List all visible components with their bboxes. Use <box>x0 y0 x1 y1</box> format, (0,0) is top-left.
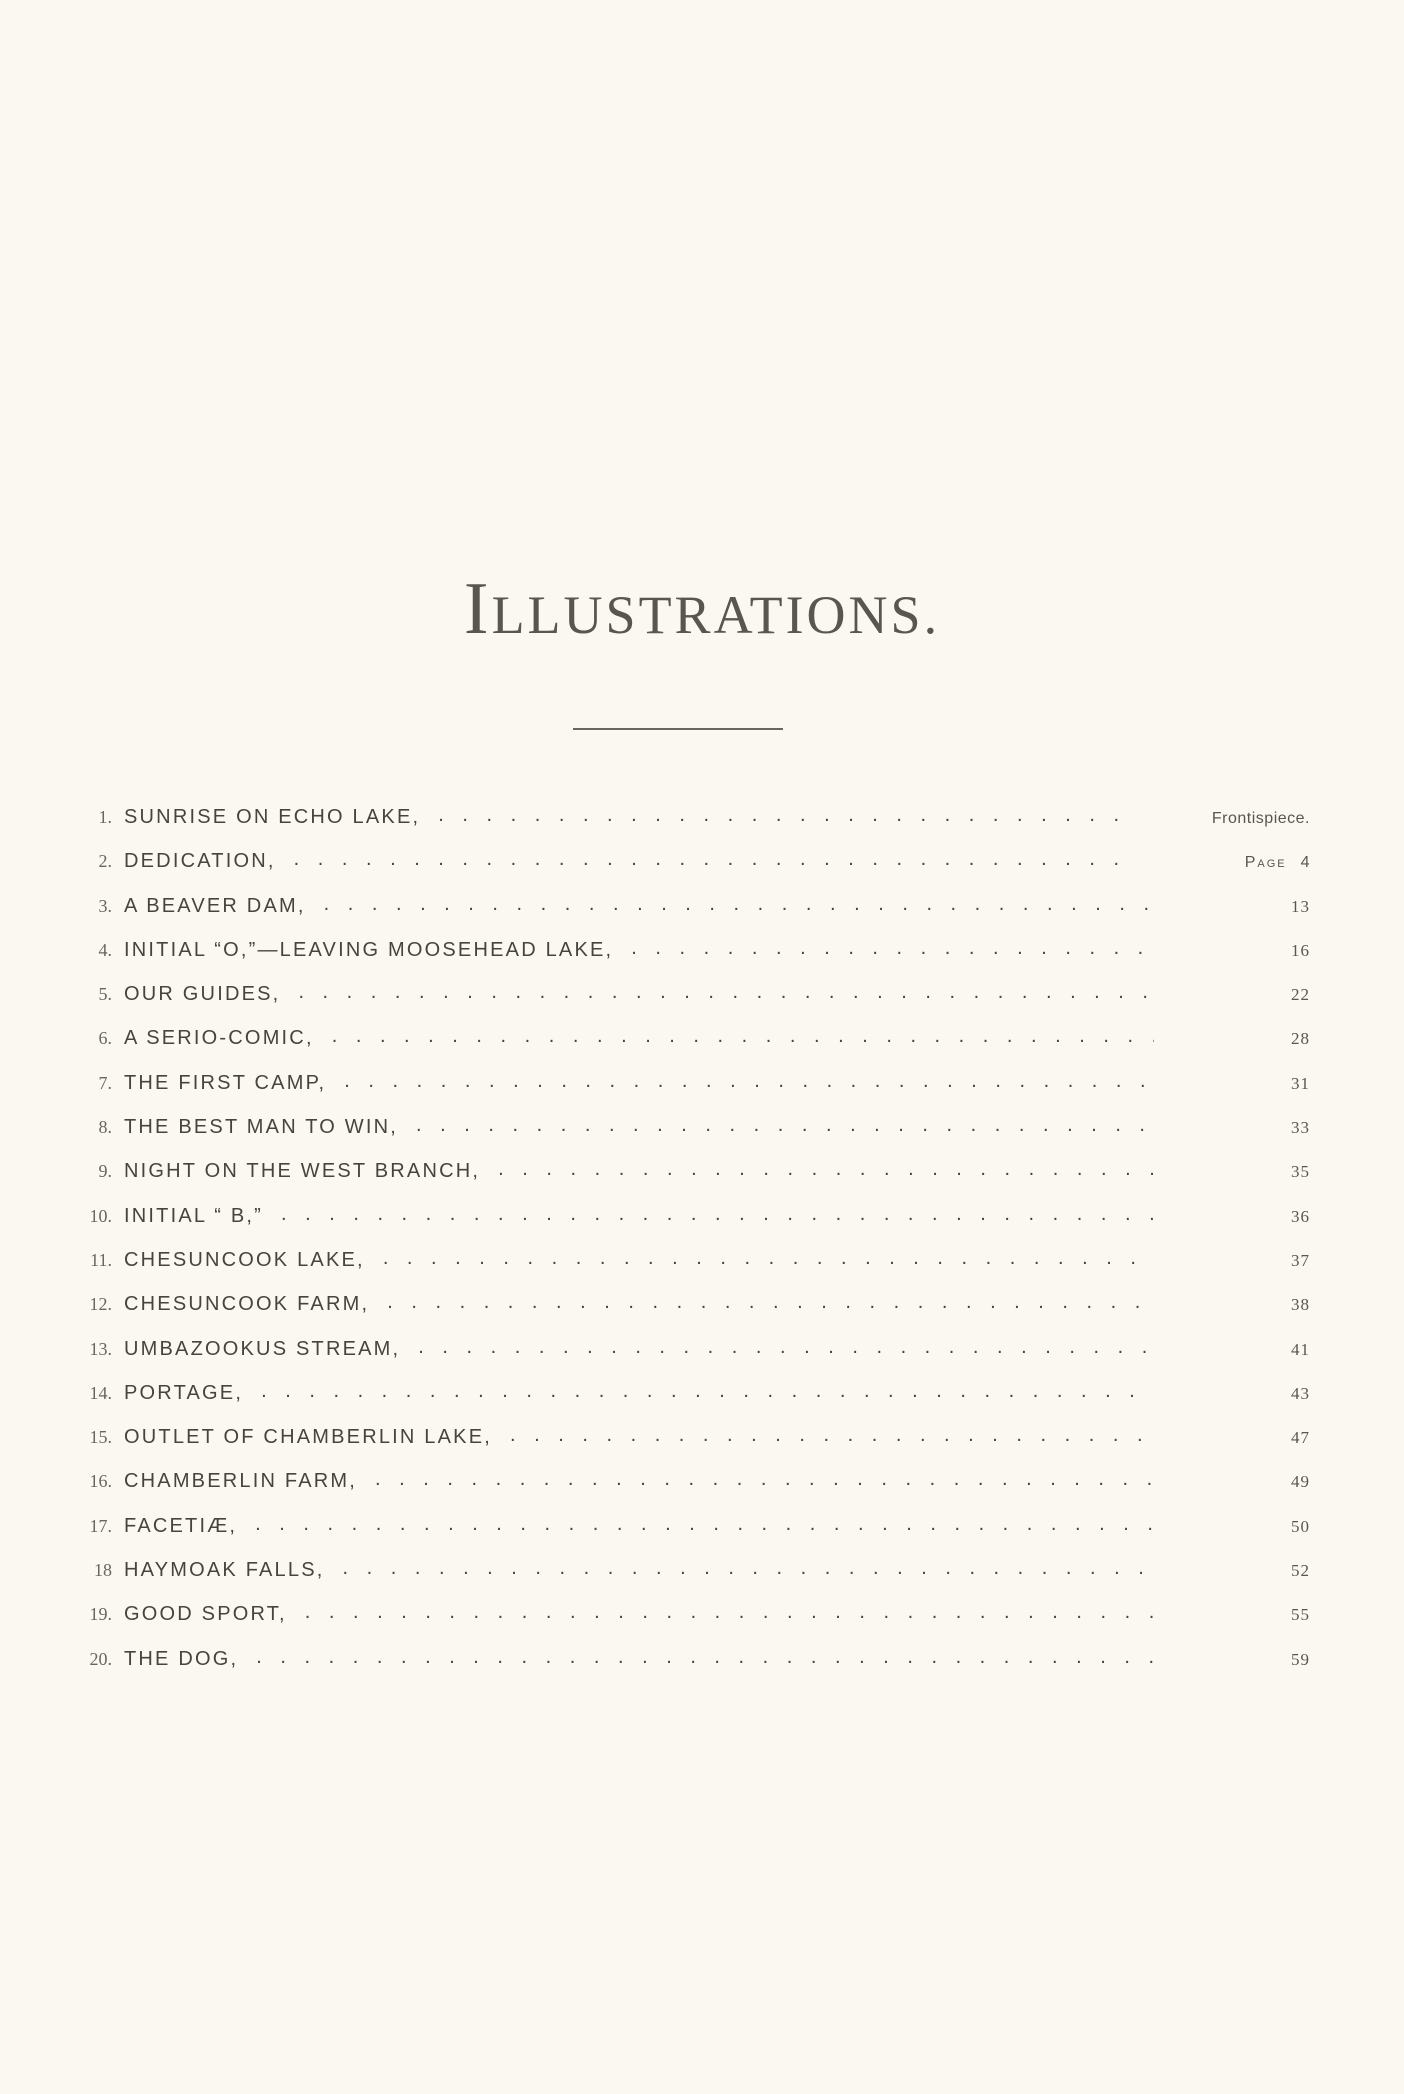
list-item <box>70 895 1310 939</box>
entry-page: 52 <box>1291 1561 1310 1581</box>
dot-leader <box>294 848 1134 871</box>
page-word: Page <box>1244 854 1287 872</box>
list-item <box>70 1027 1310 1071</box>
dot-leader <box>498 1158 1154 1181</box>
dot-leader <box>305 1601 1154 1624</box>
dot-leader <box>332 1025 1154 1048</box>
list-item <box>70 1426 1310 1470</box>
dot-leader <box>631 937 1154 960</box>
entry-number: 6. <box>98 1028 112 1049</box>
list-item <box>70 1515 1310 1559</box>
entry-page: 16 <box>1291 940 1310 960</box>
list-item <box>70 1382 1310 1426</box>
entry-page: Frontispiece. <box>1211 810 1310 827</box>
entry-title: SUNRISE ON ECHO LAKE, <box>124 806 421 828</box>
dot-leader <box>261 1380 1154 1403</box>
entry-page: 33 <box>1291 1118 1310 1138</box>
list-item <box>70 1648 1310 1692</box>
entry-page: 43 <box>1291 1383 1310 1403</box>
entry-number: 17. <box>89 1515 112 1536</box>
entry-title: NIGHT ON THE WEST BRANCH, <box>124 1160 481 1183</box>
entry-number: 4. <box>98 939 112 960</box>
list-item <box>70 1559 1310 1603</box>
entry-page: 35 <box>1291 1162 1310 1182</box>
entry-number: 1. <box>98 807 112 827</box>
list-item <box>70 983 1310 1027</box>
entry-number: 14. <box>89 1382 112 1403</box>
entry-title: THE DOG, <box>124 1647 239 1670</box>
dot-leader <box>375 1468 1154 1491</box>
entry-title: HAYMOAK FALLS, <box>124 1559 325 1582</box>
entry-title: CHESUNCOOK LAKE, <box>124 1248 365 1271</box>
dot-leader <box>387 1291 1154 1314</box>
entry-page: 13 <box>1291 896 1310 916</box>
dot-leader <box>416 1114 1154 1137</box>
entry-number: 20. <box>89 1648 112 1669</box>
list-item <box>70 939 1310 983</box>
entry-page: 55 <box>1291 1605 1310 1625</box>
list-item <box>70 1072 1310 1116</box>
entry-number: 18 <box>94 1560 112 1581</box>
illustrations-list <box>70 806 1310 1692</box>
page-number: 4 <box>1300 854 1310 872</box>
entry-number: 8. <box>98 1117 112 1138</box>
list-item <box>70 806 1310 850</box>
entry-page: 59 <box>1291 1649 1310 1669</box>
entry-number: 2. <box>98 851 112 872</box>
entry-page: 28 <box>1291 1029 1310 1049</box>
dot-leader <box>418 1336 1154 1359</box>
list-item <box>70 850 1310 894</box>
entry-title: OUTLET OF CHAMBERLIN LAKE, <box>124 1426 493 1449</box>
list-item <box>70 1338 1310 1382</box>
entry-number: 10. <box>89 1205 112 1226</box>
dot-leader <box>510 1424 1154 1447</box>
entry-title: PORTAGE, <box>124 1381 244 1404</box>
entry-page: 38 <box>1291 1295 1310 1315</box>
title-rest: LLUSTRATIONS. <box>491 585 941 645</box>
dot-leader <box>255 1513 1154 1536</box>
dot-leader <box>383 1247 1154 1270</box>
entry-page <box>1150 854 1310 872</box>
entry-page: 49 <box>1291 1472 1310 1492</box>
dot-leader <box>256 1646 1154 1669</box>
page-title <box>0 568 1404 650</box>
entry-title: CHESUNCOOK FARM, <box>124 1293 370 1316</box>
entry-title: INITIAL “O,”—LEAVING MOOSEHEAD LAKE, <box>124 938 614 961</box>
dot-leader <box>281 1203 1154 1226</box>
list-item <box>70 1603 1310 1647</box>
entry-title: THE FIRST CAMP, <box>124 1071 327 1094</box>
entry-page: 36 <box>1291 1206 1310 1226</box>
entry-number: 12. <box>89 1294 112 1315</box>
entry-page: 37 <box>1291 1250 1310 1270</box>
entry-title: GOOD SPORT, <box>124 1603 287 1626</box>
entry-number: 7. <box>98 1072 112 1093</box>
entry-title: THE BEST MAN TO WIN, <box>124 1116 399 1139</box>
entry-number: 11. <box>90 1249 112 1270</box>
title-initial: I <box>463 568 492 650</box>
entry-page: 47 <box>1291 1428 1310 1448</box>
dot-leader <box>344 1070 1154 1093</box>
list-item <box>70 1205 1310 1249</box>
list-item <box>70 1470 1310 1514</box>
list-item <box>70 1160 1310 1204</box>
entry-number: 15. <box>89 1427 112 1448</box>
entry-title: A BEAVER DAM, <box>124 894 306 917</box>
title-divider <box>573 728 783 730</box>
entry-page: 31 <box>1291 1073 1310 1093</box>
dot-leader <box>343 1557 1155 1580</box>
entry-title: DEDICATION, <box>124 850 276 873</box>
entry-title: CHAMBERLIN FARM, <box>124 1470 358 1493</box>
entry-title: OUR GUIDES, <box>124 983 281 1006</box>
list-item <box>70 1116 1310 1160</box>
entry-number: 3. <box>98 895 112 916</box>
list-item <box>70 1293 1310 1337</box>
entry-page: 41 <box>1291 1339 1310 1359</box>
dot-leader <box>438 804 1134 827</box>
entry-number: 9. <box>98 1161 112 1182</box>
dot-leader <box>298 981 1154 1004</box>
entry-page: 50 <box>1291 1516 1310 1536</box>
entry-number: 13. <box>89 1338 112 1359</box>
entry-title: UMBAZOOKUS STREAM, <box>124 1337 401 1360</box>
list-item <box>70 1249 1310 1293</box>
entry-title: FACETIÆ, <box>124 1514 238 1537</box>
entry-number: 5. <box>98 984 112 1005</box>
entry-number: 16. <box>89 1471 112 1492</box>
entry-title: INITIAL “ B,” <box>124 1204 263 1227</box>
entry-page: 22 <box>1291 985 1310 1005</box>
entry-title: A SERIO-COMIC, <box>124 1027 314 1050</box>
dot-leader <box>324 893 1154 916</box>
entry-number: 19. <box>89 1604 112 1625</box>
